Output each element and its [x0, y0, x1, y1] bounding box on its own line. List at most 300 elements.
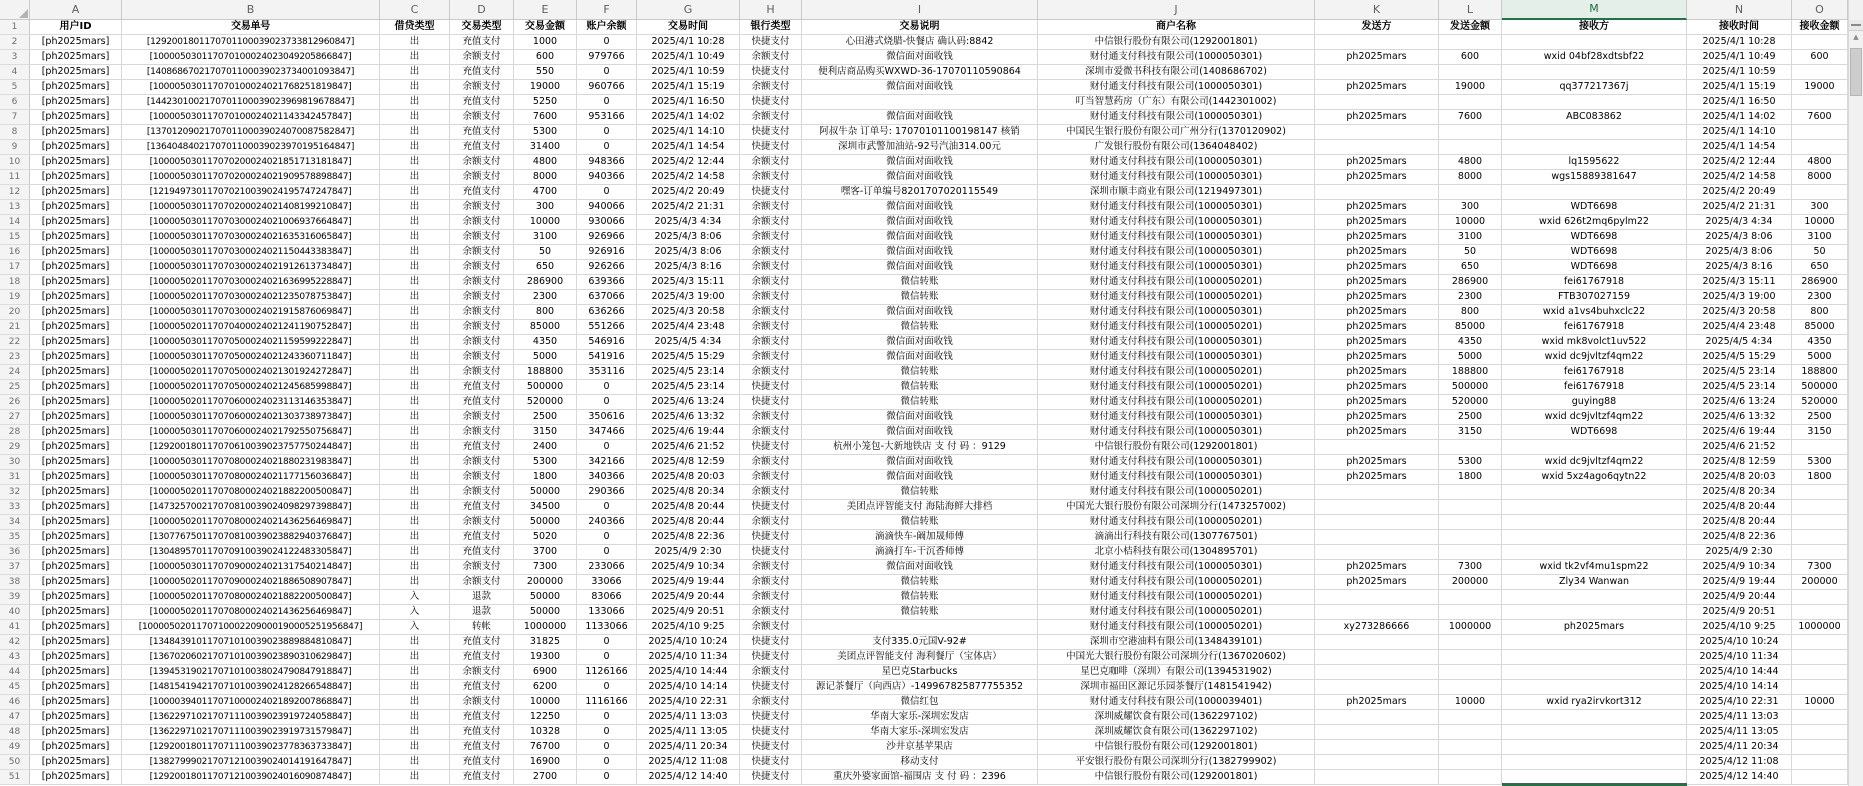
scroll-up-icon[interactable]: ▲	[1853, 33, 1859, 41]
cell[interactable]: [100005020117070500024021245685998847]	[122, 380, 380, 395]
cell[interactable]: 出	[380, 515, 450, 530]
cell[interactable]: 2025/4/9 20:51	[1687, 605, 1792, 620]
cell[interactable]: 快捷支付	[740, 770, 802, 785]
cell[interactable]: 520000	[514, 395, 577, 410]
cell[interactable]: 960766	[577, 80, 637, 95]
cell[interactable]: 5300	[514, 455, 577, 470]
cell[interactable]: 余额支付	[740, 425, 802, 440]
cell[interactable]: 微信面对面收钱	[802, 155, 1038, 170]
cell[interactable]: 出	[380, 695, 450, 710]
cell[interactable]: 余额支付	[740, 230, 802, 245]
cell[interactable]: 财付通支付科技有限公司(1000050201)	[1038, 365, 1315, 380]
cell[interactable]: 0	[577, 65, 637, 80]
cell[interactable]: 50000	[514, 485, 577, 500]
cell[interactable]: 微信面对面收钱	[802, 260, 1038, 275]
cell[interactable]: [ph2025mars]	[30, 710, 122, 725]
cell[interactable]: 财付通支付科技有限公司(1000050301)	[1038, 155, 1315, 170]
cell[interactable]: ph2025mars	[1315, 230, 1439, 245]
column-title-cell[interactable]: 发送金额	[1439, 20, 1502, 35]
cell[interactable]: 2025/4/12 14:40	[637, 770, 740, 785]
cell[interactable]: 出	[380, 755, 450, 770]
cell[interactable]: [1408686702170701100039023734001093847]	[122, 65, 380, 80]
cell[interactable]: 深圳市空港油料有限公司(1348439101)	[1038, 635, 1315, 650]
cell[interactable]: 10000	[1792, 215, 1848, 230]
cell[interactable]: 入	[380, 620, 450, 635]
cell[interactable]: 940066	[577, 200, 637, 215]
row-header-33[interactable]: 33	[0, 500, 30, 515]
cell[interactable]: 0	[577, 140, 637, 155]
cell[interactable]: 2025/4/2 20:49	[637, 185, 740, 200]
cell[interactable]: [100003940117071000024021892007868847]	[122, 695, 380, 710]
cell[interactable]: 平安银行股份有限公司深圳分行(1382799902)	[1038, 755, 1315, 770]
cell[interactable]: 85000	[1439, 320, 1502, 335]
column-header-B[interactable]: B	[122, 0, 380, 20]
cell[interactable]: 2025/4/9 20:44	[1687, 590, 1792, 605]
cell[interactable]: 出	[380, 395, 450, 410]
cell[interactable]: guying88	[1502, 395, 1687, 410]
cell[interactable]: [1292001801170701100039023733812960847]	[122, 35, 380, 50]
cell[interactable]: 深圳威耀饮食有限公司(1362297102)	[1038, 725, 1315, 740]
cell[interactable]: [100005030117070500024021243360711847]	[122, 350, 380, 365]
cell[interactable]	[1792, 440, 1848, 455]
cell[interactable]: 233066	[577, 560, 637, 575]
cell[interactable]: 充值支付	[450, 635, 514, 650]
cell[interactable]	[1315, 125, 1439, 140]
cell[interactable]: 1133066	[577, 620, 637, 635]
row-header-42[interactable]: 42	[0, 635, 30, 650]
cell[interactable]: [ph2025mars]	[30, 455, 122, 470]
column-header-N[interactable]: N	[1687, 0, 1792, 20]
row-header-43[interactable]: 43	[0, 650, 30, 665]
cell[interactable]	[1315, 65, 1439, 80]
cell[interactable]: 财付通支付科技有限公司(1000050301)	[1038, 410, 1315, 425]
row-header-47[interactable]: 47	[0, 710, 30, 725]
cell[interactable]: 出	[380, 140, 450, 155]
cell[interactable]: ph2025mars	[1315, 455, 1439, 470]
cell[interactable]	[1315, 605, 1439, 620]
cell[interactable]: 快捷支付	[740, 95, 802, 110]
cell[interactable]: 余额支付	[740, 665, 802, 680]
row-header-45[interactable]: 45	[0, 680, 30, 695]
cell[interactable]	[1439, 65, 1502, 80]
cell[interactable]: 0	[577, 635, 637, 650]
cell[interactable]: 2025/4/3 4:34	[1687, 215, 1792, 230]
cell[interactable]: 8000	[514, 170, 577, 185]
cell[interactable]: 微信转账	[802, 275, 1038, 290]
cell[interactable]: wxid 626t2mq6pylm22	[1502, 215, 1687, 230]
cell[interactable]: 2025/4/8 22:36	[1687, 530, 1792, 545]
cell[interactable]	[1502, 755, 1687, 770]
cell[interactable]: wxid dc9jvltzf4qm22	[1502, 350, 1687, 365]
cell[interactable]: 中国光大银行股份有限公司深圳分行(1473257002)	[1038, 500, 1315, 515]
cell[interactable]: 2025/4/10 22:31	[637, 695, 740, 710]
cell[interactable]	[1792, 95, 1848, 110]
cell[interactable]: [100005030117070200024021909578898847]	[122, 170, 380, 185]
cell[interactable]: 50000	[514, 605, 577, 620]
row-header-36[interactable]: 36	[0, 545, 30, 560]
cell[interactable]: 7300	[1439, 560, 1502, 575]
cell[interactable]: 2025/4/4 23:48	[1687, 320, 1792, 335]
cell[interactable]: [ph2025mars]	[30, 320, 122, 335]
cell[interactable]: 600	[1439, 50, 1502, 65]
column-header-F[interactable]: F	[577, 0, 637, 20]
cell[interactable]	[1315, 140, 1439, 155]
cell[interactable]: 2025/4/6 13:24	[1687, 395, 1792, 410]
cell[interactable]: 2500	[1792, 410, 1848, 425]
cell[interactable]: 微信面对面收钱	[802, 245, 1038, 260]
cell[interactable]: 中国民生银行股份有限公司广州分行(1370120902)	[1038, 125, 1315, 140]
cell[interactable]: 余额支付	[450, 695, 514, 710]
cell[interactable]: [ph2025mars]	[30, 725, 122, 740]
cell[interactable]: WDT6698	[1502, 260, 1687, 275]
cell[interactable]: [100005030117070900024021317540214847]	[122, 560, 380, 575]
cell[interactable]: 33066	[577, 575, 637, 590]
cell[interactable]	[1792, 485, 1848, 500]
cell[interactable]: 沙井京基苹果店	[802, 740, 1038, 755]
cell[interactable]: 0	[577, 725, 637, 740]
cell[interactable]: [ph2025mars]	[30, 740, 122, 755]
cell[interactable]: 出	[380, 530, 450, 545]
cell[interactable]: 16900	[514, 755, 577, 770]
cell[interactable]	[1315, 770, 1439, 785]
cell[interactable]: [ph2025mars]	[30, 65, 122, 80]
cell[interactable]: WDT6698	[1502, 230, 1687, 245]
cell[interactable]: 星巴克咖啡（深圳）有限公司(1394531902)	[1038, 665, 1315, 680]
cell[interactable]: 600	[1792, 50, 1848, 65]
cell[interactable]	[1792, 680, 1848, 695]
cell[interactable]: 2025/4/10 9:25	[1687, 620, 1792, 635]
cell[interactable]: 2025/4/2 20:49	[1687, 185, 1792, 200]
cell[interactable]: 余额支付	[740, 170, 802, 185]
split-handle[interactable]	[1849, 20, 1863, 31]
row-header-34[interactable]: 34	[0, 515, 30, 530]
cell[interactable]: 2025/4/8 20:44	[637, 500, 740, 515]
row-header-41[interactable]: 41	[0, 620, 30, 635]
cell[interactable]: 19000	[1792, 80, 1848, 95]
cell[interactable]: ph2025mars	[1315, 560, 1439, 575]
cell[interactable]: 2025/4/1 14:02	[1687, 110, 1792, 125]
cell[interactable]: 350616	[577, 410, 637, 425]
cell[interactable]: 85000	[1792, 320, 1848, 335]
cell[interactable]: 出	[380, 335, 450, 350]
column-title-cell[interactable]: 发送方	[1315, 20, 1439, 35]
cell[interactable]: 2025/4/12 11:08	[637, 755, 740, 770]
cell[interactable]: 华南大家乐-深圳宏发店	[802, 710, 1038, 725]
cell[interactable]: ph2025mars	[1315, 275, 1439, 290]
cell[interactable]: [ph2025mars]	[30, 545, 122, 560]
cell[interactable]: 出	[380, 320, 450, 335]
cell[interactable]: 7600	[514, 110, 577, 125]
row-header-31[interactable]: 31	[0, 470, 30, 485]
cell[interactable]: [ph2025mars]	[30, 440, 122, 455]
cell[interactable]: 余额支付	[450, 575, 514, 590]
cell[interactable]	[1792, 755, 1848, 770]
cell[interactable]: 微信转账	[802, 320, 1038, 335]
cell[interactable]: [ph2025mars]	[30, 260, 122, 275]
column-header-K[interactable]: K	[1315, 0, 1439, 20]
cell[interactable]: 充值支付	[450, 395, 514, 410]
cell[interactable]: [100005020117070300024021235078753847]	[122, 290, 380, 305]
row-header-15[interactable]: 15	[0, 230, 30, 245]
cell[interactable]	[1502, 35, 1687, 50]
cell[interactable]: ph2025mars	[1315, 110, 1439, 125]
cell[interactable]: ph2025mars	[1502, 620, 1687, 635]
cell[interactable]: 快捷支付	[740, 755, 802, 770]
cell[interactable]: 800	[514, 305, 577, 320]
cell[interactable]: 微信转账	[802, 575, 1038, 590]
cell[interactable]: 2025/4/6 19:44	[1687, 425, 1792, 440]
cell[interactable]: 930066	[577, 215, 637, 230]
cell[interactable]: 快捷支付	[740, 35, 802, 50]
cell[interactable]: 快捷支付	[740, 725, 802, 740]
cell[interactable]: 926916	[577, 245, 637, 260]
cell[interactable]: 300	[1439, 200, 1502, 215]
cell[interactable]: 快捷支付	[740, 380, 802, 395]
cell[interactable]: 出	[380, 245, 450, 260]
cell[interactable]: 出	[380, 440, 450, 455]
row-header-25[interactable]: 25	[0, 380, 30, 395]
cell[interactable]: 0	[577, 740, 637, 755]
cell[interactable]: 0	[577, 185, 637, 200]
cell[interactable]	[1502, 590, 1687, 605]
cell[interactable]: 3700	[514, 545, 577, 560]
cell[interactable]: [ph2025mars]	[30, 620, 122, 635]
cell[interactable]: [ph2025mars]	[30, 275, 122, 290]
cell[interactable]: 余额支付	[740, 605, 802, 620]
cell[interactable]: 出	[380, 50, 450, 65]
row-header-1[interactable]: 1	[0, 20, 30, 35]
cell[interactable]: 2025/4/1 16:50	[1687, 95, 1792, 110]
cell[interactable]	[1502, 635, 1687, 650]
cell[interactable]: [ph2025mars]	[30, 560, 122, 575]
cell[interactable]: 2025/4/6 13:32	[637, 410, 740, 425]
cell[interactable]: 财付通支付科技有限公司(1000050301)	[1038, 260, 1315, 275]
cell[interactable]: 余额支付	[740, 515, 802, 530]
cell[interactable]: 财付通支付科技有限公司(1000050301)	[1038, 335, 1315, 350]
cell[interactable]: 200000	[514, 575, 577, 590]
cell[interactable]	[1439, 725, 1502, 740]
cell[interactable]: 2025/4/6 21:52	[1687, 440, 1792, 455]
cell[interactable]: 2025/4/3 19:00	[1687, 290, 1792, 305]
cell[interactable]: 2025/4/1 16:50	[637, 95, 740, 110]
cell[interactable]	[1315, 440, 1439, 455]
row-header-40[interactable]: 40	[0, 605, 30, 620]
cell[interactable]: [100005020117070800024021436256469847]	[122, 515, 380, 530]
cell[interactable]: 退款	[450, 605, 514, 620]
cell[interactable]: 余额支付	[450, 215, 514, 230]
row-header-18[interactable]: 18	[0, 275, 30, 290]
cell[interactable]: 2025/4/8 20:44	[637, 515, 740, 530]
cell[interactable]	[1315, 665, 1439, 680]
cell[interactable]: 2025/4/10 10:24	[637, 635, 740, 650]
cell[interactable]: 3150	[1792, 425, 1848, 440]
cell[interactable]: 0	[577, 395, 637, 410]
cell[interactable]: 出	[380, 425, 450, 440]
row-header-22[interactable]: 22	[0, 335, 30, 350]
cell[interactable]: 2025/4/8 12:59	[1687, 455, 1792, 470]
cell[interactable]: 600	[514, 50, 577, 65]
cell[interactable]: 余额支付	[740, 320, 802, 335]
cell[interactable]: 0	[577, 755, 637, 770]
cell[interactable]: 5250	[514, 95, 577, 110]
cell[interactable]: 2300	[514, 290, 577, 305]
cell[interactable]: [139453190217071010038024790847918847]	[122, 665, 380, 680]
cell[interactable]: 2025/4/2 21:31	[1687, 200, 1792, 215]
cell[interactable]: [ph2025mars]	[30, 155, 122, 170]
row-header-19[interactable]: 19	[0, 290, 30, 305]
cell[interactable]: 余额支付	[740, 305, 802, 320]
cell[interactable]: 充值支付	[450, 710, 514, 725]
cell[interactable]: 2025/4/5 15:29	[637, 350, 740, 365]
cell[interactable]: 余额支付	[740, 470, 802, 485]
cell[interactable]	[1439, 680, 1502, 695]
cell[interactable]: [121949730117070210039024195747247847]	[122, 185, 380, 200]
cell[interactable]: 华南大家乐-深圳宏发店	[802, 725, 1038, 740]
cell[interactable]: 10000	[1792, 695, 1848, 710]
cell[interactable]: 2025/4/10 14:44	[637, 665, 740, 680]
cell[interactable]: 余额支付	[740, 695, 802, 710]
cell[interactable]: 移动支付	[802, 755, 1038, 770]
cell[interactable]	[1439, 650, 1502, 665]
cell[interactable]: ph2025mars	[1315, 575, 1439, 590]
cell[interactable]: ph2025mars	[1315, 170, 1439, 185]
cell[interactable]: 微信面对面收钱	[802, 455, 1038, 470]
cell[interactable]: 深圳市爱微书科技有限公司(1408686702)	[1038, 65, 1315, 80]
cell[interactable]: [130776750117070810039023882940376847]	[122, 530, 380, 545]
cell[interactable]: 2025/4/11 13:03	[637, 710, 740, 725]
cell[interactable]: 余额支付	[450, 305, 514, 320]
cell[interactable]: 10000	[1439, 215, 1502, 230]
cell[interactable]: 余额支付	[450, 365, 514, 380]
cell[interactable]: 出	[380, 545, 450, 560]
row-header-10[interactable]: 10	[0, 155, 30, 170]
cell[interactable]: 快捷支付	[740, 500, 802, 515]
cell[interactable]: 出	[380, 185, 450, 200]
cell[interactable]: 深圳市顺丰商业有限公司(1219497301)	[1038, 185, 1315, 200]
cell[interactable]: 2025/4/9 10:34	[637, 560, 740, 575]
cell[interactable]: [100005030117070300024021150443383847]	[122, 245, 380, 260]
cell[interactable]: 北京小桔科技有限公司(1304895701)	[1038, 545, 1315, 560]
column-title-cell[interactable]: 账户余额	[577, 20, 637, 35]
cell[interactable]: 76700	[514, 740, 577, 755]
column-title-cell[interactable]: 用户ID	[30, 20, 122, 35]
cell[interactable]: 余额支付	[450, 110, 514, 125]
column-header-D[interactable]: D	[450, 0, 514, 20]
cell[interactable]: [ph2025mars]	[30, 185, 122, 200]
cell[interactable]: 2025/4/5 23:14	[637, 365, 740, 380]
cell[interactable]	[1792, 710, 1848, 725]
cell[interactable]: 退款	[450, 590, 514, 605]
column-title-cell[interactable]: 交易时间	[637, 20, 740, 35]
cell[interactable]: 2025/4/9 19:44	[637, 575, 740, 590]
cell[interactable]: 财付通支付科技有限公司(1000050201)	[1038, 380, 1315, 395]
cell[interactable]: 2300	[1792, 290, 1848, 305]
cell[interactable]: 出	[380, 290, 450, 305]
cell[interactable]: 余额支付	[740, 455, 802, 470]
cell[interactable]	[1439, 545, 1502, 560]
cell[interactable]: 出	[380, 710, 450, 725]
cell[interactable]: 2025/4/9 20:51	[637, 605, 740, 620]
cell[interactable]: 639366	[577, 275, 637, 290]
cell[interactable]: 342166	[577, 455, 637, 470]
cell[interactable]: 充值支付	[450, 65, 514, 80]
cell[interactable]: 5300	[514, 125, 577, 140]
cell[interactable]: 0	[577, 545, 637, 560]
cell[interactable]: 余额支付	[740, 155, 802, 170]
cell[interactable]: 出	[380, 350, 450, 365]
cell[interactable]: 充值支付	[450, 545, 514, 560]
cell[interactable]: [138279990217071210039024014191647847]	[122, 755, 380, 770]
cell[interactable]: ph2025mars	[1315, 50, 1439, 65]
cell[interactable]: 财付通支付科技有限公司(1000050301)	[1038, 350, 1315, 365]
cell[interactable]: 微信面对面收钱	[802, 230, 1038, 245]
cell[interactable]: 心田港式烧腊-快餐店 确认码:8842	[802, 35, 1038, 50]
cell[interactable]	[1792, 185, 1848, 200]
cell[interactable]: 2025/4/3 8:16	[1687, 260, 1792, 275]
cell[interactable]: wxid dc9jvltzf4qm22	[1502, 455, 1687, 470]
cell[interactable]: ABC083862	[1502, 110, 1687, 125]
cell[interactable]	[802, 95, 1038, 110]
cell[interactable]: [100005030117070300024021635316065847]	[122, 230, 380, 245]
cell[interactable]: 286900	[1792, 275, 1848, 290]
cell[interactable]: 2025/4/11 13:05	[1687, 725, 1792, 740]
cell[interactable]: 4800	[514, 155, 577, 170]
cell[interactable]	[1439, 740, 1502, 755]
cell[interactable]: 微信面对面收钱	[802, 425, 1038, 440]
cell[interactable]: 2025/4/5 23:14	[1687, 380, 1792, 395]
cell[interactable]: 979766	[577, 50, 637, 65]
column-header-O[interactable]: O	[1792, 0, 1848, 20]
cell[interactable]: 余额支付	[450, 260, 514, 275]
cell[interactable]: 2025/4/1 14:54	[637, 140, 740, 155]
cell[interactable]: 充值支付	[450, 35, 514, 50]
cell[interactable]: 286900	[514, 275, 577, 290]
cell[interactable]: lq1595622	[1502, 155, 1687, 170]
cell[interactable]: 50	[514, 245, 577, 260]
row-header-27[interactable]: 27	[0, 410, 30, 425]
cell[interactable]: ph2025mars	[1315, 695, 1439, 710]
cell[interactable]: 财付通支付科技有限公司(1000050201)	[1038, 590, 1315, 605]
cell[interactable]: 财付通支付科技有限公司(1000050201)	[1038, 275, 1315, 290]
cell[interactable]: 充值支付	[450, 755, 514, 770]
cell[interactable]: 滴滴打车-干沉香师傅	[802, 545, 1038, 560]
cell[interactable]: 50000	[514, 590, 577, 605]
cell[interactable]: 财付通支付科技有限公司(1000050301)	[1038, 425, 1315, 440]
cell[interactable]: 1000000	[1439, 620, 1502, 635]
cell[interactable]: 余额支付	[450, 335, 514, 350]
cell[interactable]: 2025/4/10 9:25	[637, 620, 740, 635]
cell[interactable]: 1800	[1439, 470, 1502, 485]
cell[interactable]: 2025/4/8 20:03	[637, 470, 740, 485]
cell[interactable]: 50	[1439, 245, 1502, 260]
row-header-11[interactable]: 11	[0, 170, 30, 185]
cell[interactable]: 7600	[1439, 110, 1502, 125]
cell[interactable]	[1792, 770, 1848, 785]
cell[interactable]: ph2025mars	[1315, 245, 1439, 260]
cell[interactable]	[1502, 440, 1687, 455]
cell[interactable]: 0	[577, 500, 637, 515]
cell[interactable]: 550	[514, 65, 577, 80]
cell[interactable]	[1502, 665, 1687, 680]
cell[interactable]	[1792, 125, 1848, 140]
cell[interactable]: wxid 5xz4ago6qytn22	[1502, 470, 1687, 485]
cell[interactable]: 出	[380, 380, 450, 395]
cell[interactable]: 2500	[1439, 410, 1502, 425]
cell[interactable]: wxid 04bf28xdtsbf22	[1502, 50, 1687, 65]
cell[interactable]: 充值支付	[450, 185, 514, 200]
cell[interactable]: 2025/4/9 2:30	[1687, 545, 1792, 560]
cell[interactable]: 7300	[1792, 560, 1848, 575]
